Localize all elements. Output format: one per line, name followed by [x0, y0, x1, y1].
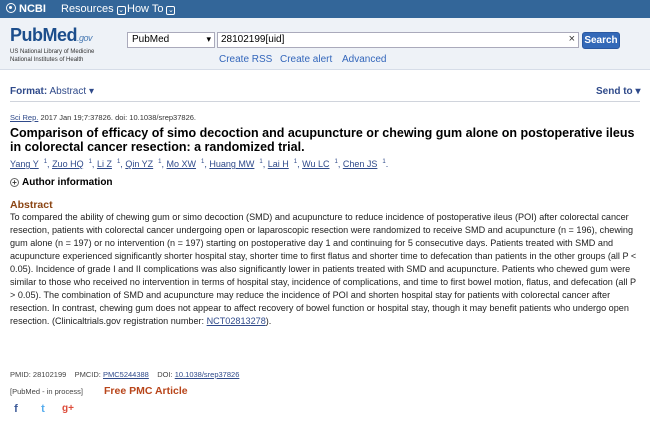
ncbi-logo-icon[interactable]: [6, 3, 16, 13]
logo-med: Med: [42, 25, 77, 45]
create-alert-link[interactable]: Create alert: [280, 54, 333, 65]
twitter-icon[interactable]: t: [41, 403, 45, 415]
author-link[interactable]: Yang Y: [10, 159, 39, 169]
subtitle-nih: National Institutes of Health: [10, 57, 84, 63]
article-identifiers: [10, 370, 239, 379]
logo-pub: Pub: [10, 25, 43, 45]
format-label: Format:: [10, 86, 48, 97]
divider: [10, 101, 640, 102]
expand-plus-icon: +: [10, 178, 19, 187]
ncbi-top-bar: [0, 0, 650, 18]
database-value: PubMed: [132, 34, 170, 45]
clear-icon[interactable]: ×: [568, 33, 575, 45]
resources-label: Resources: [61, 3, 114, 15]
citation: [10, 113, 196, 122]
pubmed-status: [PubMed - in process]: [10, 387, 83, 396]
howto-label: How To: [127, 3, 164, 15]
google-plus-icon[interactable]: g+: [62, 403, 74, 414]
resources-menu[interactable]: [61, 3, 126, 15]
abstract-end: ).: [265, 316, 272, 326]
author-link[interactable]: Wu LC: [302, 159, 330, 169]
format-dropdown[interactable]: [10, 86, 94, 97]
pubmed-logo[interactable]: [10, 25, 92, 46]
chevron-down-icon: ⌄: [118, 7, 125, 14]
format-value: Abstract: [49, 86, 87, 97]
search-value: 28102199[uid]: [221, 34, 285, 45]
howto-menu[interactable]: [127, 3, 175, 15]
logo-subtitle: [10, 48, 94, 64]
search-input[interactable]: [217, 32, 579, 48]
article-title: Comparison of efficacy of simo decoction and acupuncture or chewing gum alone on postoperative ileus in colorectal cancer resection: a randomized trial.: [10, 126, 635, 154]
ncbi-brand[interactable]: NCBI: [19, 3, 46, 15]
free-pmc-article-link[interactable]: Free PMC Article: [104, 385, 188, 397]
send-to-label: Send to: [596, 86, 633, 97]
chevron-down-icon: ⌄: [168, 7, 174, 14]
author-link[interactable]: Mo XW: [166, 159, 197, 169]
author-link[interactable]: Qin YZ: [125, 159, 154, 169]
citation-details: 2017 Jan 19;7:37826. doi: 10.1038/srep37826.: [38, 113, 196, 122]
journal-link[interactable]: Sci Rep.: [10, 113, 39, 122]
search-button[interactable]: Search: [582, 32, 620, 49]
author-information-toggle[interactable]: [10, 177, 113, 188]
facebook-icon[interactable]: f: [14, 403, 18, 415]
pmcid-link[interactable]: PMC5244388: [102, 370, 149, 379]
author-link[interactable]: Chen JS: [342, 159, 378, 169]
database-select[interactable]: [127, 32, 215, 48]
doi-link[interactable]: 10.1038/srep37826: [174, 370, 240, 379]
trial-registration-link[interactable]: NCT02813278: [206, 316, 266, 326]
logo-gov: .gov: [77, 33, 93, 43]
search-header: [0, 18, 650, 70]
abstract-body: To compared the ability of chewing gum or simo decoction (SMD) and acupuncture to reduce incidence of postoperative ileus (POI) after colorectal cancer resection, patients with colorectal cancer undergoing open or laparoscopic resection were randomized to receive SMD and acupuncture (n = 196), chewing gum alone (n = 197) or no intervention (n = 197) starting on postoperative day 1 and continuing for 5 consecutive days. Patients treated with SMD and acupuncture experienced significantly shorter hospital stay, shorter time to first flatus and shorter time to defecation than patients in the other groups (all P < 0.05). Incidence of grade I and II complications was also significantly lower in patients treated with SMD and acupuncture. Patients who chewed gum were similar to those who received no intervention in terms of hospital stay, incidence of complications, and time to first bowel motion, flatus, and defecation (all P > 0.05). The combination of SMD and acupuncture may reduce the incidence of POI and shorten hospital stay for patients with colorectal cancer after resection. In contrast, chewing gum does not appear to affect recovery of bowel function or hospital stay, though it may benefit patients who undergo open resection. (Clinicaltrials.gov registration number:: [10, 212, 637, 326]
subtitle-nlm: US National Library of Medicine: [10, 49, 95, 55]
abstract-text: [10, 211, 642, 328]
doi-label: DOI:: [157, 370, 175, 379]
author-info-label: Author information: [22, 177, 113, 188]
author-link[interactable]: Lai H: [267, 159, 289, 169]
create-rss-link[interactable]: Create RSS: [219, 54, 273, 65]
pmcid-label: PMCID:: [74, 370, 103, 379]
advanced-link[interactable]: Advanced: [342, 54, 387, 65]
caret-down-icon: ▾: [88, 86, 94, 97]
caret-down-icon: ▾: [635, 86, 641, 97]
author-link[interactable]: Zuo HQ: [52, 159, 84, 169]
author-list: Yang Y $^1$, Zuo HQ $^1$, Li Z $^1$, Qin YZ $^1$, Mo XW $^1$, Huang MW $^1$, Lai H $^1$, Wu LC $^1$, Chen JS $^1$.: [10, 159, 389, 169]
author-link[interactable]: Huang MW: [209, 159, 255, 169]
author-link[interactable]: Li Z: [96, 159, 112, 169]
chevron-down-icon: ▾: [206, 34, 211, 44]
abstract-heading: Abstract: [10, 199, 53, 211]
send-to-dropdown[interactable]: [596, 86, 640, 97]
pmid: PMID: 28102199: [10, 370, 67, 379]
